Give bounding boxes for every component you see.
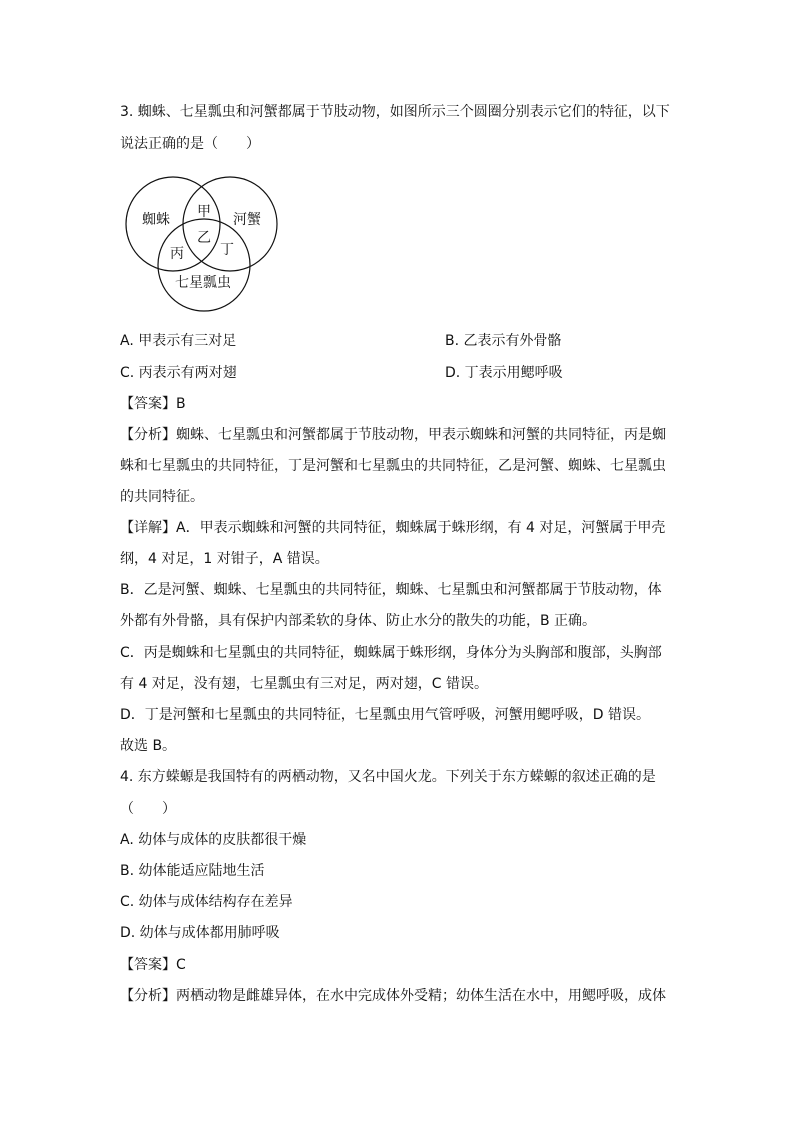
q4-option-a: A. 幼体与成体的皮肤都很干燥 bbox=[120, 832, 307, 848]
q3-stem-line-2: 说法正确的是（ ） bbox=[120, 136, 260, 152]
venn-region-ding: 丁 bbox=[220, 242, 234, 258]
q4-option-c: C. 幼体与成体结构存在差异 bbox=[120, 894, 293, 910]
venn-diagram bbox=[120, 172, 290, 314]
q3-analysis-line: 蛛和七星瓢虫的共同特征，丁是河蟹和七星瓢虫的共同特征，乙是河蟹、蜘蛛、七星瓢虫 bbox=[120, 458, 666, 474]
q3-option-c: C. 丙表示有两对翅 bbox=[120, 365, 237, 381]
venn-region-jia: 甲 bbox=[197, 204, 211, 220]
q4-option-b: B. 幼体能适应陆地生活 bbox=[120, 863, 265, 879]
q3-stem-line-1: 3. 蜘蛛、七星瓢虫和河蟹都属于节肢动物，如图所示三个圆圈分别表示它们的特征，以下 bbox=[120, 104, 670, 120]
q4-stem-line-2: （ ） bbox=[120, 801, 176, 817]
q3-analysis-line: 【分析】蜘蛛、七星瓢虫和河蟹都属于节肢动物，甲表示蜘蛛和河蟹的共同特征，丙是蜘 bbox=[120, 427, 666, 443]
q4-answer: 【答案】C bbox=[120, 957, 186, 973]
venn-label-ladybug: 七星瓢虫 bbox=[175, 275, 231, 291]
q3-option-a: A. 甲表示有三对足 bbox=[120, 333, 237, 349]
q3-detail-line: D．丁是河蟹和七星瓢虫的共同特征，七星瓢虫用气管呼吸，河蟹用鳃呼吸，D 错误。 bbox=[120, 707, 651, 723]
venn-label-spider: 蜘蛛 bbox=[142, 212, 170, 228]
q3-detail-line: 【详解】A．甲表示蜘蛛和河蟹的共同特征，蜘蛛属于蛛形纲，有 4 对足，河蟹属于甲壳 bbox=[120, 520, 666, 536]
venn-label-crab: 河蟹 bbox=[233, 212, 261, 228]
venn-region-bing: 丙 bbox=[170, 246, 184, 262]
q3-conclusion: 故选 B。 bbox=[120, 738, 177, 754]
q3-detail-line: C．丙是蜘蛛和七星瓢虫的共同特征，蜘蛛属于蛛形纲，身体分为头胸部和腹部，头胸部 bbox=[120, 645, 662, 661]
q3-detail-line: 有 4 对足，没有翅，七星瓢虫有三对足，两对翅，C 错误。 bbox=[120, 676, 489, 692]
q4-stem-line-1: 4. 东方蝾螈是我国特有的两栖动物，又名中国火龙。下列关于东方蝾螈的叙述正确的是 bbox=[120, 769, 656, 785]
q4-option-d: D. 幼体与成体都用肺呼吸 bbox=[120, 925, 280, 941]
q3-option-b: B. 乙表示有外骨骼 bbox=[445, 333, 562, 349]
q3-option-d: D. 丁表示用鳃呼吸 bbox=[445, 365, 563, 381]
venn-region-yi: 乙 bbox=[197, 230, 211, 246]
q3-detail-line: 纲，4 对足，1 对钳子，A 错误。 bbox=[120, 551, 329, 567]
q3-answer: 【答案】B bbox=[120, 396, 186, 412]
q4-analysis-line: 【分析】两栖动物是雌雄异体，在水中完成体外受精；幼体生活在水中，用鳃呼吸，成体 bbox=[120, 988, 666, 1004]
q3-detail-line: 外都有外骨骼，具有保护内部柔软的身体、防止水分的散失的功能，B 正确。 bbox=[120, 613, 597, 629]
q3-detail-line: B．乙是河蟹、蜘蛛、七星瓢虫的共同特征，蜘蛛、七星瓢虫和河蟹都属于节肢动物，体 bbox=[120, 582, 662, 598]
q3-analysis-line: 的共同特征。 bbox=[120, 489, 204, 505]
